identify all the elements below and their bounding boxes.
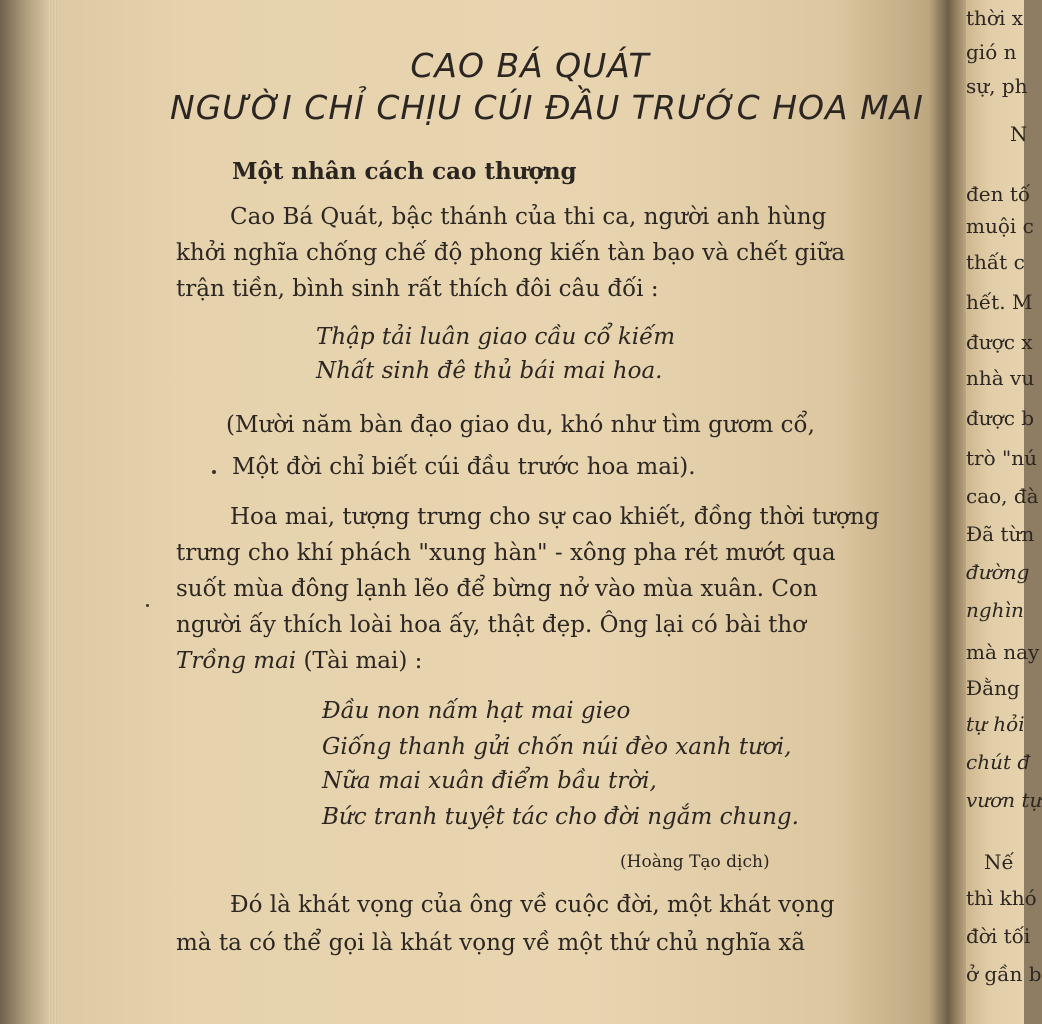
ink-speck	[212, 470, 216, 474]
right-page-line: muội c	[966, 214, 1034, 238]
paragraph-line: trận tiền, bình sinh rất thích đôi câu đối :	[176, 276, 659, 302]
poem-line: Bức tranh tuyệt tác cho đời ngắm chung.	[322, 804, 799, 830]
translation-line: (Mười năm bàn đạo giao du, khó như tìm gươm cổ,	[226, 412, 815, 438]
right-page-line: thời x	[966, 6, 1023, 30]
poem-line: Đầu non nấm hạt mai gieo	[322, 698, 631, 724]
right-page-line: đường	[966, 560, 1030, 584]
right-page-line: được x	[966, 330, 1033, 354]
paragraph-line: suốt mùa đông lạnh lẽo để bừng nở vào mùa xuân. Con	[176, 576, 818, 602]
paragraph-line: mà ta có thể gọi là khát vọng về một thứ chủ nghĩa xã	[176, 930, 806, 956]
right-page-line: vươn tự	[966, 788, 1042, 812]
right-page-line: sự, ph	[966, 74, 1028, 98]
chapter-title-line-2: NGƯỜI CHỈ CHỊU CÚI ĐẦU TRƯỚC HOA MAI	[170, 88, 924, 127]
paragraph-line: khởi nghĩa chống chế độ phong kiến tàn bạo và chết giữa	[176, 240, 846, 266]
right-page-line: Đằng	[966, 676, 1020, 700]
right-page-line: chút đ	[966, 750, 1031, 774]
paragraph-line: người ấy thích loài hoa ấy, thật đẹp. Ông lại có bài thơ	[176, 612, 807, 638]
paragraph-line: Cao Bá Quát, bậc thánh của thi ca, người anh hùng	[230, 204, 827, 230]
ink-speck	[146, 604, 149, 607]
right-page-line: Đã từn	[966, 522, 1035, 546]
right-page-line: ở gần b	[966, 962, 1042, 986]
right-page-line: thất c	[966, 250, 1025, 274]
translator-credit: (Hoàng Tạo dịch)	[620, 852, 770, 872]
right-page-line: mà nay	[966, 640, 1040, 664]
right-page-line: đen tố	[966, 182, 1031, 206]
right-page-line: gió n	[966, 40, 1017, 64]
poem-title: Trồng mai	[176, 648, 297, 674]
right-page-line: thì khó	[966, 886, 1037, 910]
right-page-line: N	[1010, 122, 1028, 146]
right-page-line: đời tối	[966, 924, 1031, 948]
right-page-line: Nế	[984, 850, 1014, 874]
right-page-line: cao, đà	[966, 484, 1039, 508]
couplet-line: Thập tải luân giao cầu cổ kiếm	[316, 324, 676, 350]
right-page-line: hết. M	[966, 290, 1033, 314]
poem-line: Giống thanh gửi chốn núi đèo xanh tươi,	[322, 734, 792, 760]
paragraph-line	[176, 648, 422, 674]
chapter-title-line-1: CAO BÁ QUÁT	[410, 46, 650, 85]
translation-line: Một đời chỉ biết cúi đầu trước hoa mai).	[232, 454, 696, 480]
poem-title-note: (Tài mai) :	[296, 648, 423, 674]
right-page-line: trò "nú	[966, 446, 1037, 470]
couplet-line: Nhất sinh đê thủ bái mai hoa.	[316, 358, 663, 384]
paragraph-line: Hoa mai, tượng trưng cho sự cao khiết, đồng thời tượng	[230, 504, 880, 530]
right-page-line: được b	[966, 406, 1035, 430]
right-page-line: nhà vu	[966, 366, 1035, 390]
right-page-line: tự hỏi	[966, 712, 1025, 736]
paragraph-line: Đó là khát vọng của ông về cuộc đời, một khát vọng	[230, 892, 835, 918]
right-page-line: nghìn	[966, 598, 1024, 622]
paragraph-line: trưng cho khí phách "xung hàn" - xông pha rét mướt qua	[176, 540, 836, 566]
poem-line: Nữa mai xuân điểm bầu trời,	[322, 768, 657, 794]
section-heading: Một nhân cách cao thượng	[232, 158, 577, 185]
